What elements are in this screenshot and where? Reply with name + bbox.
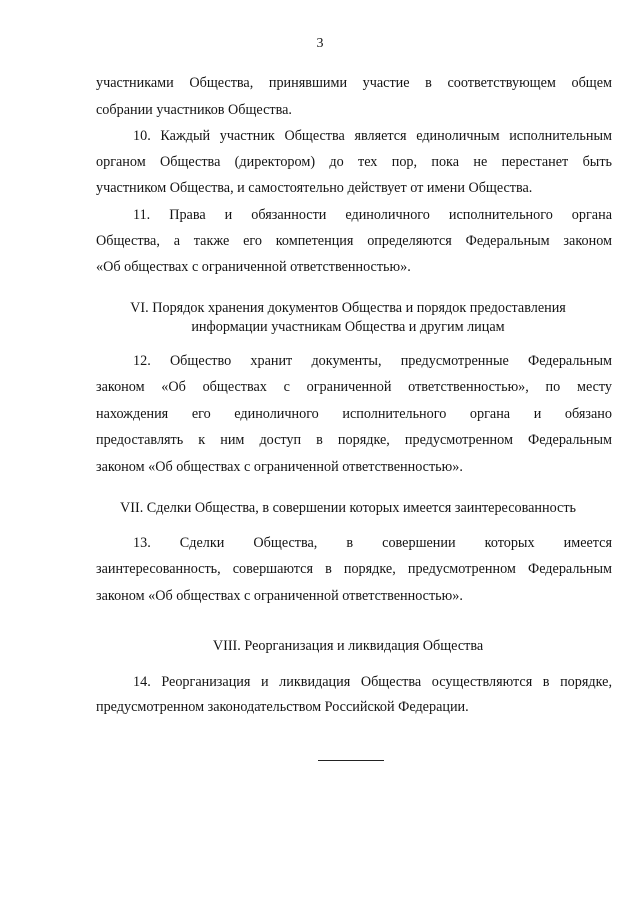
paragraph-10-line-2: органом Общества (директором) до тех пор, пока не перестанет быть: [96, 154, 612, 170]
paragraph-13-line-3: законом «Об обществах с ограниченной ответственностью».: [96, 588, 463, 604]
section-8-heading: VIII. Реорганизация и ликвидация Общества: [212, 638, 484, 654]
section-7-heading: VII. Сделки Общества, в совершении которых имеется заинтересованность: [120, 500, 576, 516]
paragraph-12-line-2: законом «Об обществах с ограниченной ответственностью», по месту: [96, 379, 612, 395]
paragraph-11-line-1: 11. Права и обязанности единоличного исполнительного органа: [133, 207, 612, 223]
paragraph-12-line-3: нахождения его единоличного исполнительного органа и обязано: [96, 406, 612, 422]
paragraph-13-line-2: заинтересованность, совершаются в порядке, предусмотренном Федеральным: [96, 561, 612, 577]
paragraph-12-line-1: 12. Общество хранит документы, предусмотренные Федеральным: [133, 353, 612, 369]
paragraph-10-line-1: 10. Каждый участник Общества является единоличным исполнительным: [133, 128, 612, 144]
end-rule: [318, 760, 384, 761]
paragraph-10-line-3: участником Общества, и самостоятельно действует от имени Общества.: [96, 180, 533, 196]
paragraph-11-line-3: «Об обществах с ограниченной ответственностью».: [96, 259, 411, 275]
paragraph-11-line-2: Общества, а также его компетенция определяются Федеральным законом: [96, 233, 612, 249]
paragraph-14-line-1: 14. Реорганизация и ликвидация Общества осуществляются в порядке,: [133, 674, 612, 690]
paragraph-9-line-2: собрании участников Общества.: [96, 102, 292, 118]
paragraph-13-line-1: 13. Сделки Общества, в совершении которых имеется: [133, 535, 612, 551]
section-6-heading-line-1: VI. Порядок хранения документов Общества и порядок предоставления: [130, 300, 566, 316]
page-number: 3: [316, 36, 324, 51]
paragraph-12-line-4: предоставлять к ним доступ в порядке, предусмотренном Федеральным: [96, 432, 612, 448]
paragraph-9-line-1: участниками Общества, принявшими участие в соответствующем общем: [96, 75, 612, 91]
paragraph-14-line-2: предусмотренном законодательством Российской Федерации.: [96, 699, 469, 715]
section-6-heading-line-2: информации участникам Общества и другим лицам: [191, 319, 505, 335]
paragraph-12-line-5: законом «Об обществах с ограниченной ответственностью».: [96, 459, 463, 475]
